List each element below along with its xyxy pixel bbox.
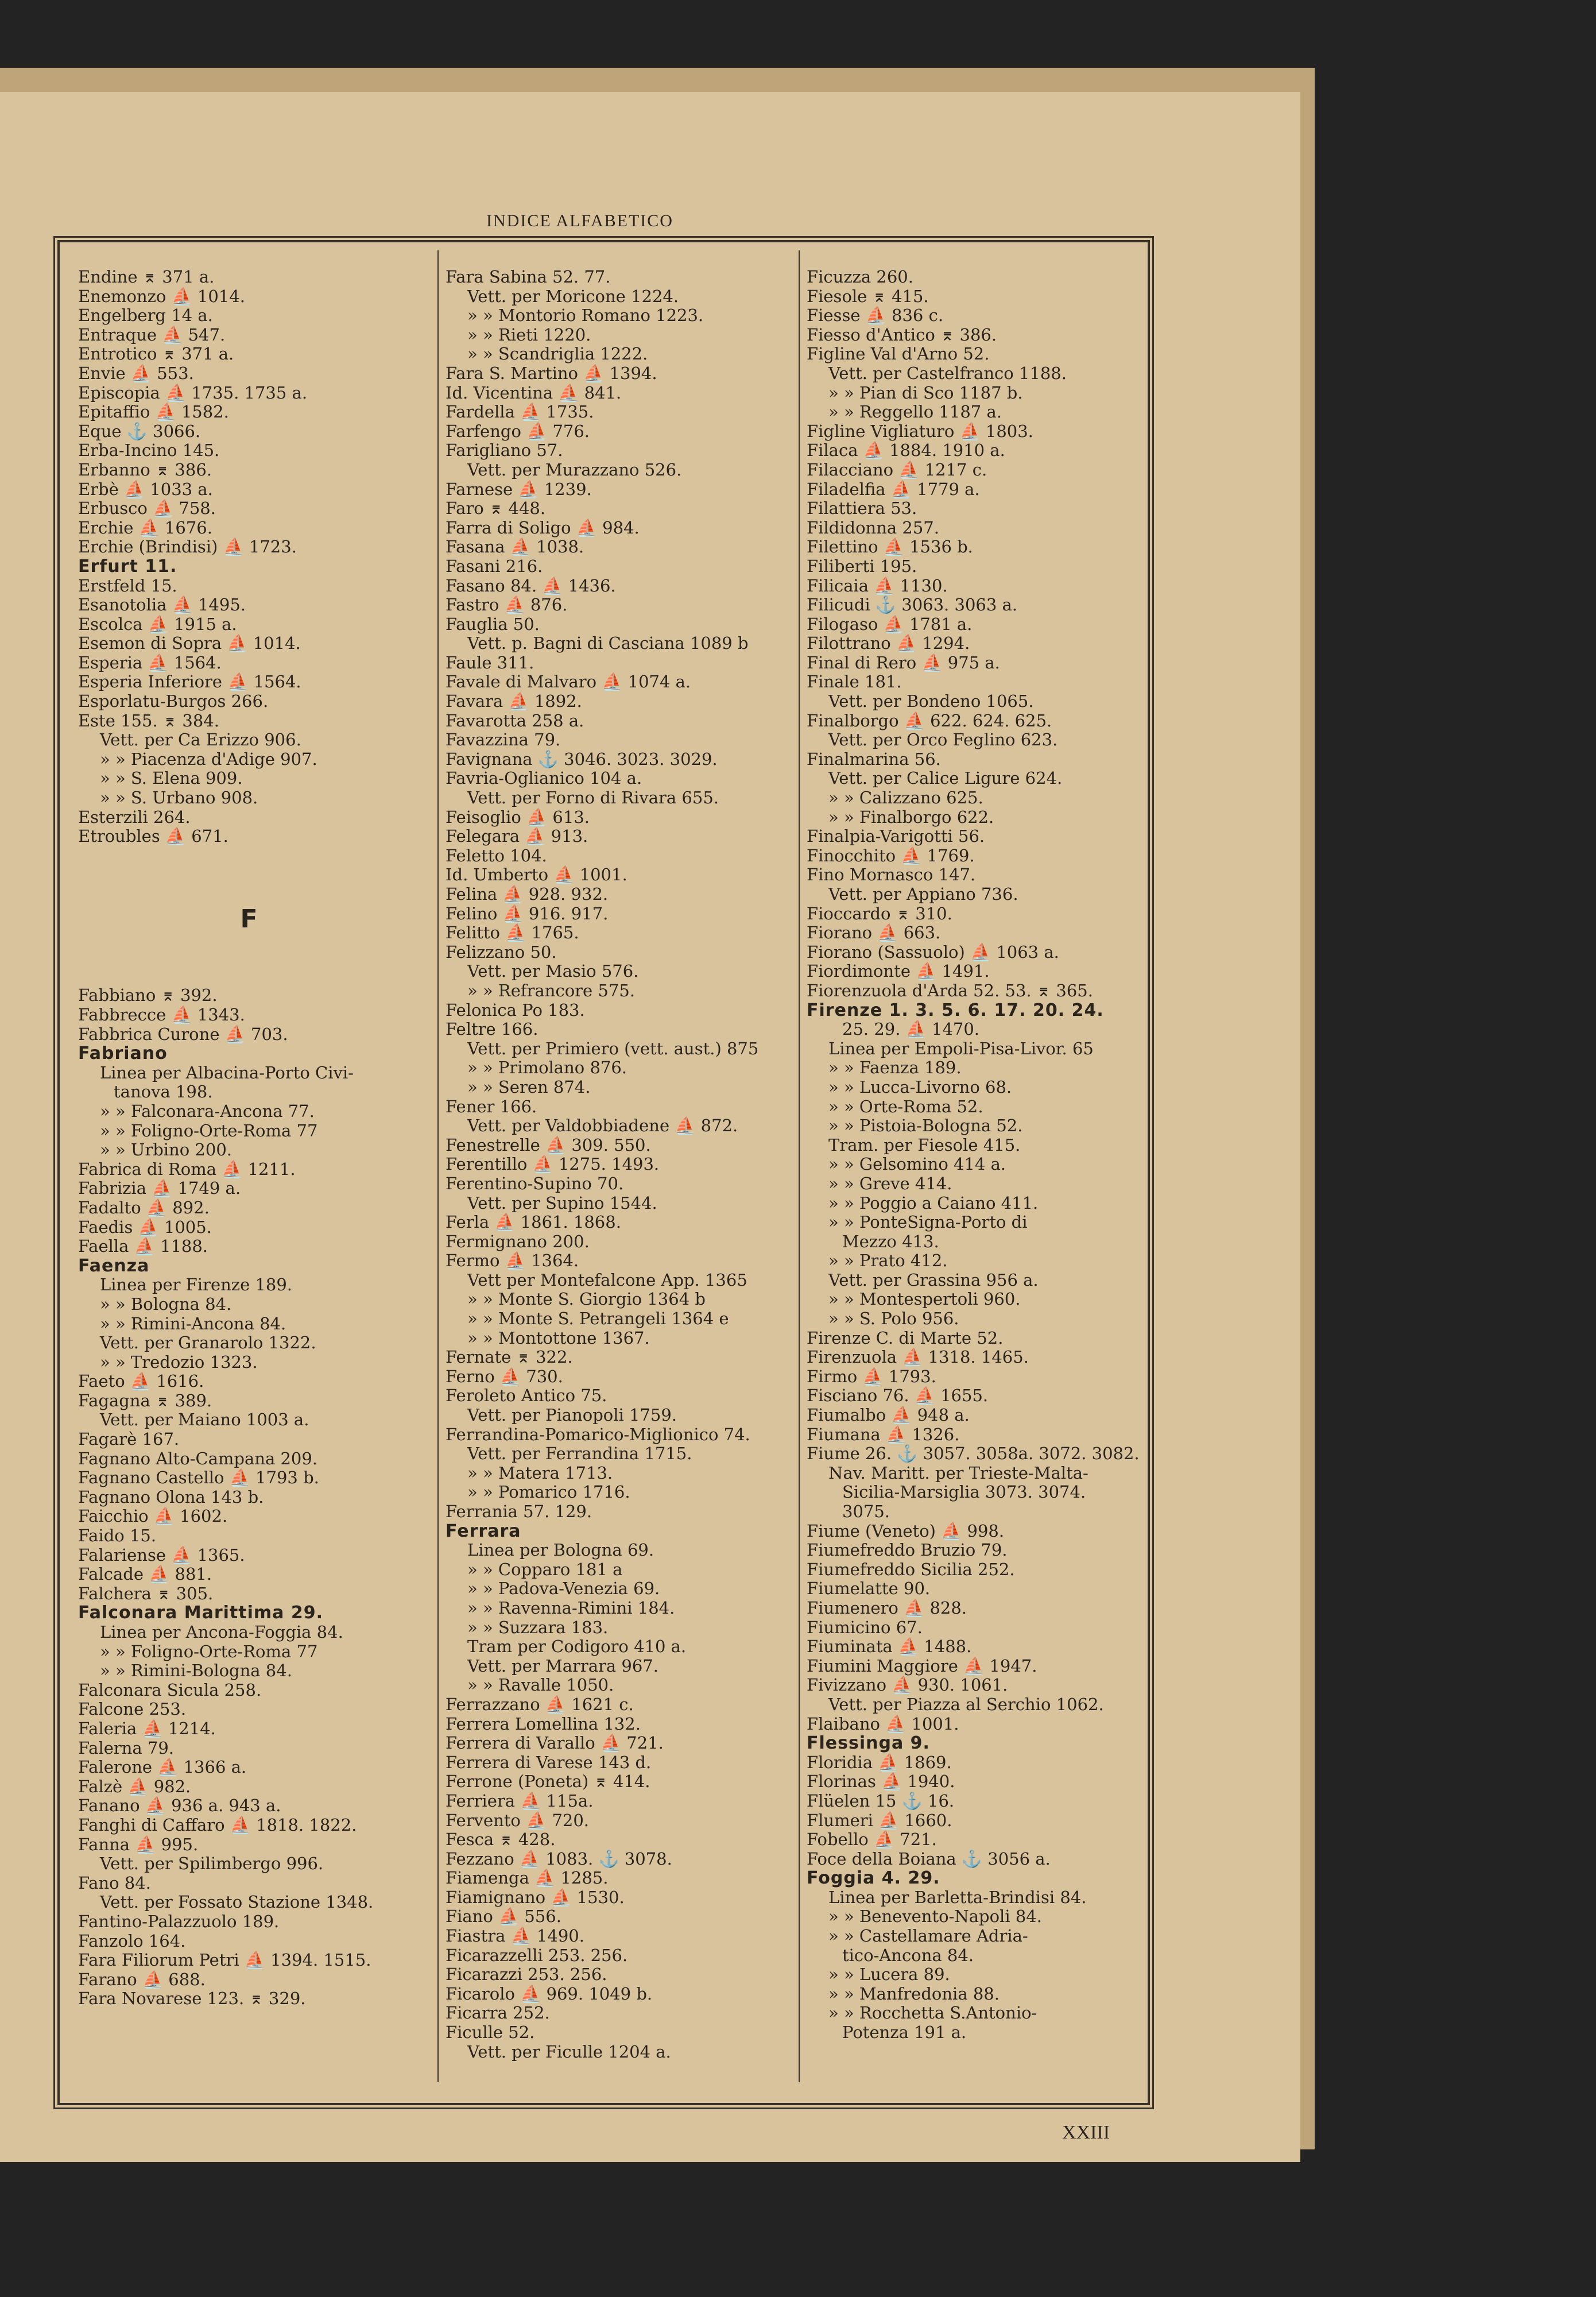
index-entry: Fiumini Maggiore ⛵ 1947.: [807, 1656, 1037, 1676]
index-entry: Ficulle 52.: [446, 2023, 535, 2043]
index-entry: Filadelfia ⛵ 1779 a.: [807, 479, 980, 499]
index-entry: Ferrera di Varallo ⛵ 721.: [446, 1733, 664, 1753]
index-entry: Fino Mornasco 147.: [807, 865, 976, 885]
index-entry: » » Foligno-Orte-Roma 77: [100, 1641, 318, 1661]
index-entry: Fasano 84. ⛵ 1436.: [446, 575, 616, 595]
index-entry: Favarotta 258 a.: [446, 710, 584, 730]
index-entry: Falchera ⌆ 305.: [78, 1583, 214, 1603]
index-entry: » » Ravenna-Rimini 184.: [467, 1598, 675, 1618]
index-heading-entry: Flessinga 9.: [807, 1733, 930, 1754]
index-entry: » » Bologna 84.: [100, 1294, 232, 1314]
index-entry: Vett. per Orco Feglino 623.: [828, 730, 1058, 750]
index-entry: Finocchito ⛵ 1769.: [807, 845, 975, 865]
index-entry: Fardella ⛵ 1735.: [446, 402, 594, 422]
index-entry: Ferrandina-Pomarico-Miglionico 74.: [446, 1424, 750, 1444]
index-entry: Vett. p. Bagni di Casciana 1089 b: [467, 633, 749, 653]
index-entry: Mezzo 413.: [842, 1231, 939, 1251]
index-entry: Fiesse ⛵ 836 c.: [807, 306, 944, 326]
index-entry: Fabrica di Roma ⛵ 1211.: [78, 1159, 296, 1179]
index-entry: Tram. per Fiesole 415.: [828, 1135, 1021, 1155]
index-entry: Figline Val d'Arno 52.: [807, 344, 990, 364]
index-entry: Florinas ⛵ 1940.: [807, 1772, 955, 1792]
index-entry: Vett. per Pianopoli 1759.: [467, 1405, 677, 1425]
index-entry: Fiume 26. ⚓ 3057. 3058a. 3072. 3082.: [807, 1444, 1140, 1464]
index-entry: Fagnano Castello ⛵ 1793 b.: [78, 1468, 319, 1488]
index-entry: Filattiera 53.: [807, 498, 917, 519]
index-entry: Filacciano ⛵ 1217 c.: [807, 459, 987, 479]
index-entry: Filiberti 195.: [807, 556, 917, 576]
index-heading-entry: Falconara Marittima 29.: [78, 1603, 323, 1623]
index-entry: Finale 181.: [807, 672, 902, 692]
index-entry: Ferrera Lomellina 132.: [446, 1714, 641, 1734]
index-entry: Linea per Bologna 69.: [467, 1540, 654, 1560]
index-entry: Erchie (Brindisi) ⛵ 1723.: [78, 537, 297, 557]
index-entry: Finalmarina 56.: [807, 749, 941, 769]
index-entry: Felina ⛵ 928. 932.: [446, 884, 609, 904]
index-entry: Filettino ⛵ 1536 b.: [807, 537, 973, 557]
index-entry: Enemonzo ⛵ 1014.: [78, 286, 245, 306]
index-entry: Feltre 166.: [446, 1019, 539, 1039]
index-entry: 25. 29. ⛵ 1470.: [842, 1019, 980, 1039]
index-entry: Vett. per Granarolo 1322.: [100, 1333, 316, 1353]
index-entry: Foce della Boiana ⚓ 3056 a.: [807, 1849, 1051, 1869]
index-entry: Linea per Empoli-Pisa-Livor. 65: [828, 1038, 1094, 1058]
index-entry: Fobello ⛵ 721.: [807, 1830, 937, 1850]
index-entry: » » Manfredonia 88.: [828, 1983, 1000, 2004]
index-entry: Envie ⛵ 553.: [78, 363, 194, 383]
index-heading-entry: Faenza: [78, 1255, 150, 1276]
index-entry: Ferrone (Poneta) ⌆ 414.: [446, 1772, 650, 1792]
index-column-1: [78, 268, 420, 2009]
index-entry: Fauglia 50.: [446, 614, 540, 634]
index-entry: Esterzili 264.: [78, 807, 191, 827]
index-entry: Fermignano 200.: [446, 1231, 590, 1251]
index-entry: Finalborgo ⛵ 622. 624. 625.: [807, 710, 1052, 730]
index-entry: Fadalto ⛵ 892.: [78, 1197, 210, 1217]
index-entry: Erbanno ⌆ 386.: [78, 459, 212, 479]
running-head: INDICE ALFABETICO: [486, 211, 673, 230]
index-entry: Fenestrelle ⛵ 309. 550.: [446, 1135, 651, 1155]
index-entry: Favazzina 79.: [446, 730, 561, 750]
index-entry: Fiume (Veneto) ⛵ 998.: [807, 1521, 1005, 1541]
index-entry: Fano 84.: [78, 1873, 151, 1893]
index-entry: Fiordimonte ⛵ 1491.: [807, 961, 990, 981]
index-entry: » » Gelsomino 414 a.: [828, 1154, 1006, 1174]
index-entry: » » Pian di Sco 1187 b.: [828, 382, 1023, 403]
index-entry: Vett. per Moricone 1224.: [467, 286, 679, 306]
index-entry: Sicilia-Marsiglia 3073. 3074.: [842, 1482, 1086, 1502]
index-entry: Linea per Albacina-Porto Civi-: [100, 1062, 354, 1082]
index-heading-entry: Fabriano: [78, 1043, 168, 1064]
index-entry: Esperia Inferiore ⛵ 1564.: [78, 672, 301, 692]
index-entry: Felino ⛵ 916. 917.: [446, 903, 609, 923]
index-entry: Fiamignano ⛵ 1530.: [446, 1887, 625, 1907]
index-entry: Farano ⛵ 688.: [78, 1969, 206, 1989]
index-heading-entry: Ferrara: [446, 1521, 521, 1541]
index-entry: Vett. per Forno di Rivara 655.: [467, 788, 719, 808]
index-entry: Faeto ⛵ 1616.: [78, 1371, 204, 1391]
page-number: XXIII: [1062, 2122, 1110, 2143]
index-entry: Fervento ⛵ 720.: [446, 1810, 590, 1830]
index-entry: » » Refrancore 575.: [467, 980, 635, 1000]
index-entry: Feroleto Antico 75.: [446, 1386, 607, 1406]
index-frame: [57, 240, 1150, 2105]
index-entry: » » Suzzara 183.: [467, 1617, 609, 1637]
index-entry: Fiesso d'Antico ⌆ 386.: [807, 324, 997, 345]
index-entry: Ferno ⛵ 730.: [446, 1366, 563, 1386]
index-entry: Farfengo ⛵ 776.: [446, 421, 590, 441]
index-entry: » » Ravalle 1050.: [467, 1675, 614, 1695]
index-entry: Vett. per Supino 1544.: [467, 1193, 657, 1213]
index-entry: » » Rocchetta S.Antonio-: [828, 2003, 1037, 2023]
index-entry: Farnese ⛵ 1239.: [446, 479, 592, 499]
index-entry: Vett. per Ficulle 1204 a.: [467, 2041, 671, 2062]
index-entry: Faido 15.: [78, 1526, 157, 1546]
index-entry: Vett. per Marrara 967.: [467, 1656, 658, 1676]
index-entry: Fiumicino 67.: [807, 1617, 923, 1637]
index-entry: Filaca ⛵ 1884. 1910 a.: [807, 440, 1005, 461]
index-entry: » » S. Elena 909.: [100, 768, 243, 788]
index-entry: 3075.: [842, 1502, 890, 1521]
index-entry: Fagarè 167.: [78, 1429, 180, 1449]
index-entry: Fiorano ⛵ 663.: [807, 923, 941, 943]
index-entry: Falzè ⛵ 982.: [78, 1776, 191, 1796]
index-entry: Fanna ⛵ 995.: [78, 1834, 199, 1854]
index-heading-entry: Foggia 4. 29.: [807, 1868, 940, 1889]
index-entry: Vett. per Bondeno 1065.: [828, 691, 1034, 711]
index-entry: Tram per Codigoro 410 a.: [467, 1637, 687, 1657]
index-entry: Fioccardo ⌆ 310.: [807, 903, 952, 923]
index-entry: Favara ⛵ 1892.: [446, 691, 582, 711]
index-entry: Nav. Maritt. per Trieste-Malta-: [828, 1463, 1088, 1483]
index-entry: » » Tredozio 1323.: [100, 1352, 258, 1372]
index-entry: » » S. Urbano 908.: [100, 788, 258, 808]
index-entry: Fara S. Martino ⛵ 1394.: [446, 363, 657, 383]
index-entry: Fara Sabina 52. 77.: [446, 267, 611, 287]
index-entry: Vett. per Murazzano 526.: [467, 459, 682, 479]
index-entry: Filogaso ⛵ 1781 a.: [807, 614, 973, 634]
index-entry: Fernate ⌆ 322.: [446, 1347, 573, 1367]
index-entry: Fara Novarese 123. ⌆ 329.: [78, 1989, 306, 2009]
index-entry: Fiumana ⛵ 1326.: [807, 1424, 960, 1444]
index-entry: Fiumelatte 90.: [807, 1579, 931, 1599]
index-entry: » » Padova-Venezia 69.: [467, 1579, 660, 1599]
index-entry: » » Pistoia-Bologna 52.: [828, 1116, 1023, 1136]
index-entry: Ferrera di Varese 143 d.: [446, 1752, 652, 1772]
index-entry: Vett. per Valdobbiadene ⛵ 872.: [467, 1116, 738, 1136]
index-entry: Entraque ⛵ 547.: [78, 324, 226, 345]
index-entry: Fasana ⛵ 1038.: [446, 537, 584, 557]
index-entry: » » Pomarico 1716.: [467, 1482, 630, 1502]
index-entry: Vett. per Ferrandina 1715.: [467, 1444, 692, 1464]
index-entry: Fiastra ⛵ 1490.: [446, 1926, 584, 1946]
index-entry: » » S. Polo 956.: [828, 1309, 959, 1329]
index-entry: Vett. per Primiero (vett. aust.) 875: [467, 1038, 759, 1058]
index-entry: Fagnano Olona 143 b.: [78, 1487, 264, 1507]
index-entry: Fiumenero ⛵ 828.: [807, 1598, 967, 1618]
index-entry: Fezzano ⛵ 1083. ⚓ 3078.: [446, 1849, 672, 1869]
index-entry: Falcade ⛵ 881.: [78, 1564, 212, 1584]
index-heading-entry: Firenze 1. 3. 5. 6. 17. 20. 24.: [807, 1000, 1104, 1020]
index-entry: Fabbrecce ⛵ 1343.: [78, 1005, 245, 1024]
index-entry: Fiorenzuola d'Arda 52. 53. ⌆ 365.: [807, 980, 1093, 1000]
index-entry: Fener 166.: [446, 1096, 537, 1116]
index-entry: tanova 198.: [114, 1082, 213, 1102]
index-entry: Favria-Oglianico 104 a.: [446, 768, 642, 788]
index-entry: » » Montespertoli 960.: [828, 1289, 1021, 1309]
index-entry: Fesca ⌆ 428.: [446, 1830, 556, 1850]
index-entry: » » Faenza 189.: [828, 1058, 962, 1078]
index-entry: Faro ⌆ 448.: [446, 498, 546, 519]
index-entry: Vett. per Masio 576.: [467, 961, 639, 981]
index-entry: Feletto 104.: [446, 845, 547, 865]
section-letter: F: [240, 904, 258, 934]
index-entry: Escolca ⛵ 1915 a.: [78, 614, 237, 634]
index-entry: Vett. per Piazza al Serchio 1062.: [828, 1694, 1104, 1714]
index-entry: Ferla ⛵ 1861. 1868.: [446, 1212, 621, 1232]
index-column-3: [799, 250, 1148, 2082]
index-entry: Ferrazzano ⛵ 1621 c.: [446, 1694, 634, 1714]
index-entry: » » Matera 1713.: [467, 1463, 613, 1483]
index-entry: » » Piacenza d'Adige 907.: [100, 749, 317, 769]
index-entry: » » Montorio Romano 1223.: [467, 306, 704, 326]
index-entry: Fiamenga ⛵ 1285.: [446, 1868, 609, 1888]
index-entry: Feisoglio ⛵ 613.: [446, 807, 590, 827]
index-entry: Ficarra 252.: [446, 2003, 550, 2023]
index-entry: Potenza 191 a.: [842, 2023, 967, 2043]
index-entry: » » Rimini-Ancona 84.: [100, 1313, 286, 1333]
index-entry: Fiumalbo ⛵ 948 a.: [807, 1405, 970, 1425]
index-entry: Epitaffio ⛵ 1582.: [78, 402, 229, 422]
index-entry: Erchie ⛵ 1676.: [78, 517, 212, 537]
index-entry: Filicudi ⚓ 3063. 3063 a.: [807, 595, 1018, 615]
index-entry: » » Reggello 1187 a.: [828, 402, 1002, 422]
index-column-2: [437, 250, 787, 2082]
index-entry: Fantino-Palazzuolo 189.: [78, 1911, 280, 1931]
index-entry: Falariense ⛵ 1365.: [78, 1545, 245, 1565]
index-entry: Filottrano ⛵ 1294.: [807, 633, 970, 653]
index-entry: Vett. per Appiano 736.: [828, 884, 1018, 904]
index-entry: Fanano ⛵ 936 a. 943 a.: [78, 1796, 281, 1816]
index-entry: » » Benevento-Napoli 84.: [828, 1907, 1042, 1927]
index-entry: » » Lucca-Livorno 68.: [828, 1077, 1012, 1097]
index-entry: Falconara Sicula 258.: [78, 1680, 262, 1700]
index-entry: Fiumefreddo Bruzio 79.: [807, 1540, 1008, 1560]
index-entry: Id. Umberto ⛵ 1001.: [446, 865, 627, 885]
index-entry: » » Prato 412.: [828, 1251, 948, 1271]
index-entry: Eque ⚓ 3066.: [78, 421, 201, 441]
index-entry: Flumeri ⛵ 1660.: [807, 1810, 952, 1830]
index-entry: Fiorano (Sassuolo) ⛵ 1063 a.: [807, 942, 1059, 962]
index-entry: » » Seren 874.: [467, 1077, 591, 1097]
index-entry: Ficarazzelli 253. 256.: [446, 1945, 628, 1965]
index-entry: » » Copparo 181 a: [467, 1559, 623, 1579]
index-entry: Vett. per Maiano 1003 a.: [100, 1410, 309, 1430]
index-entry: Ficarolo ⛵ 969. 1049 b.: [446, 1983, 653, 2004]
index-entry: » » PonteSigna-Porto di: [828, 1212, 1028, 1232]
index-entry: Falcone 253.: [78, 1699, 187, 1719]
index-entry: Finalpia-Varigotti 56.: [807, 826, 985, 846]
index-entry: » » Monte S. Petrangeli 1364 e: [467, 1309, 729, 1329]
index-entry: » » Greve 414.: [828, 1173, 952, 1193]
index-entry: Erbè ⛵ 1033 a.: [78, 479, 213, 499]
index-entry: Etroubles ⛵ 671.: [78, 826, 228, 846]
index-entry: Fagnano Alto-Campana 209.: [78, 1448, 318, 1468]
index-entry: Faicchio ⛵ 1602.: [78, 1506, 228, 1526]
index-entry: Figline Vigliaturo ⛵ 1803.: [807, 421, 1033, 441]
index-entry: » » Falconara-Ancona 77.: [100, 1101, 315, 1121]
index-entry: Fiuminata ⛵ 1488.: [807, 1637, 972, 1657]
index-entry: Vett. per Ca Erizzo 906.: [100, 730, 301, 750]
index-entry: tico-Ancona 84.: [842, 1945, 974, 1965]
index-entry: Fiano ⛵ 556.: [446, 1907, 561, 1927]
index-entry: Vett per Montefalcone App. 1365: [467, 1270, 747, 1290]
index-entry: Favale di Malvaro ⛵ 1074 a.: [446, 672, 691, 692]
index-entry: Episcopia ⛵ 1735. 1735 a.: [78, 382, 308, 403]
index-entry: » » Primolano 876.: [467, 1058, 627, 1078]
index-entry: Fivizzano ⛵ 930. 1061.: [807, 1675, 1008, 1695]
index-entry: » » Rimini-Bologna 84.: [100, 1661, 292, 1681]
index-entry: Floridia ⛵ 1869.: [807, 1752, 952, 1772]
index-entry: » » Rieti 1220.: [467, 324, 591, 345]
index-entry: Fildidonna 257.: [807, 517, 939, 537]
index-entry: Erbusco ⛵ 758.: [78, 498, 216, 519]
index-entry: » » Scandriglia 1222.: [467, 344, 648, 364]
index-heading-entry: Erfurt 11.: [78, 556, 177, 577]
index-entry: Endine ⌆ 371 a.: [78, 267, 215, 287]
index-entry: Linea per Barletta-Brindisi 84.: [828, 1887, 1087, 1907]
index-entry: Fiesole ⌆ 415.: [807, 286, 929, 306]
index-entry: Firenze C. di Marte 52.: [807, 1328, 1004, 1348]
index-entry: Entrotico ⌆ 371 a.: [78, 344, 234, 364]
index-entry: Fasani 216.: [446, 556, 543, 576]
index-entry: Fermo ⛵ 1364.: [446, 1251, 579, 1271]
index-entry: » » Foligno-Orte-Roma 77: [100, 1120, 318, 1140]
index-entry: Faleria ⛵ 1214.: [78, 1718, 216, 1738]
index-entry: Ficarazzi 253. 256.: [446, 1965, 607, 1985]
index-entry: Fiumefreddo Sicilia 252.: [807, 1559, 1015, 1579]
index-entry: Favignana ⚓ 3046. 3023. 3029.: [446, 749, 718, 769]
index-entry: Este 155. ⌆ 384.: [78, 710, 219, 730]
index-entry: Faella ⛵ 1188.: [78, 1236, 208, 1256]
index-entry: Engelberg 14 a.: [78, 306, 213, 326]
index-entry: Erstfeld 15.: [78, 575, 177, 595]
index-entry: Linea per Ancona-Foggia 84.: [100, 1622, 343, 1642]
index-entry: Final di Rero ⛵ 975 a.: [807, 652, 1000, 672]
index-entry: Ficuzza 260.: [807, 267, 913, 287]
index-entry: Firmo ⛵ 1793.: [807, 1366, 936, 1386]
index-entry: » » Castellamare Adria-: [828, 1926, 1028, 1946]
index-entry: Ferriera ⛵ 115a.: [446, 1791, 594, 1811]
index-entry: Felizzano 50.: [446, 942, 557, 962]
index-entry: Felonica Po 183.: [446, 1000, 585, 1020]
index-entry: » » Montottone 1367.: [467, 1328, 650, 1348]
index-entry: Ferentino-Supino 70.: [446, 1173, 624, 1193]
index-entry: Firenzuola ⛵ 1318. 1465.: [807, 1347, 1029, 1367]
index-entry: Ferentillo ⛵ 1275. 1493.: [446, 1154, 660, 1174]
index-entry: Fastro ⛵ 876.: [446, 595, 568, 615]
index-entry: Fabbiano ⌆ 392.: [78, 985, 218, 1006]
index-entry: Id. Vicentina ⛵ 841.: [446, 382, 622, 403]
index-entry: Vett. per Calice Ligure 624.: [828, 768, 1063, 788]
index-entry: Fisciano 76. ⛵ 1655.: [807, 1386, 989, 1406]
index-entry: Flüelen 15 ⚓ 16.: [807, 1791, 955, 1811]
index-entry: Filicaia ⛵ 1130.: [807, 575, 948, 595]
index-entry: Vett. per Grassina 956 a.: [828, 1270, 1039, 1290]
index-entry: Fara Filiorum Petri ⛵ 1394. 1515.: [78, 1950, 371, 1970]
index-entry: Farra di Soligo ⛵ 984.: [446, 517, 640, 537]
index-entry: » » Calizzano 625.: [828, 788, 983, 808]
index-entry: Fanghi di Caffaro ⛵ 1818. 1822.: [78, 1815, 357, 1835]
index-entry: Vett. per Fossato Stazione 1348.: [100, 1892, 374, 1912]
index-entry: Linea per Firenze 189.: [100, 1275, 293, 1295]
index-entry: Esanotolia ⛵ 1495.: [78, 595, 246, 615]
index-entry: » » Poggio a Caiano 411.: [828, 1193, 1039, 1213]
index-entry: Ferrania 57. 129.: [446, 1502, 592, 1521]
index-entry: Falerone ⛵ 1366 a.: [78, 1757, 247, 1777]
index-entry: Fagagna ⌆ 389.: [78, 1390, 212, 1410]
index-entry: Esporlatu-Burgos 266.: [78, 691, 269, 711]
index-entry: » » Lucera 89.: [828, 1965, 950, 1985]
index-entry: Fabrizia ⛵ 1749 a.: [78, 1178, 241, 1198]
index-entry: Erba-Incino 145.: [78, 440, 220, 461]
index-entry: Farigliano 57.: [446, 440, 563, 461]
index-entry: Esemon di Sopra ⛵ 1014.: [78, 633, 301, 653]
index-entry: Flaibano ⛵ 1001.: [807, 1714, 959, 1734]
index-entry: Vett. per Spilimbergo 996.: [100, 1854, 324, 1874]
index-entry: Esperia ⛵ 1564.: [78, 652, 222, 672]
index-entry: » » Orte-Roma 52.: [828, 1096, 983, 1116]
index-entry: Felegara ⛵ 913.: [446, 826, 588, 846]
index-entry: Felitto ⛵ 1765.: [446, 923, 579, 943]
index-entry: Faule 311.: [446, 652, 534, 672]
index-entry: Fabbrica Curone ⛵ 703.: [78, 1024, 288, 1044]
index-entry: Vett. per Castelfranco 1188.: [828, 363, 1067, 383]
index-entry: » » Finalborgo 622.: [828, 807, 994, 827]
index-entry: Faedis ⛵ 1005.: [78, 1217, 212, 1237]
index-entry: Fanzolo 164.: [78, 1931, 186, 1951]
index-entry: Falerna 79.: [78, 1738, 175, 1758]
index-entry: » » Urbino 200.: [100, 1140, 232, 1160]
index-entry: » » Monte S. Giorgio 1364 b: [467, 1289, 706, 1309]
